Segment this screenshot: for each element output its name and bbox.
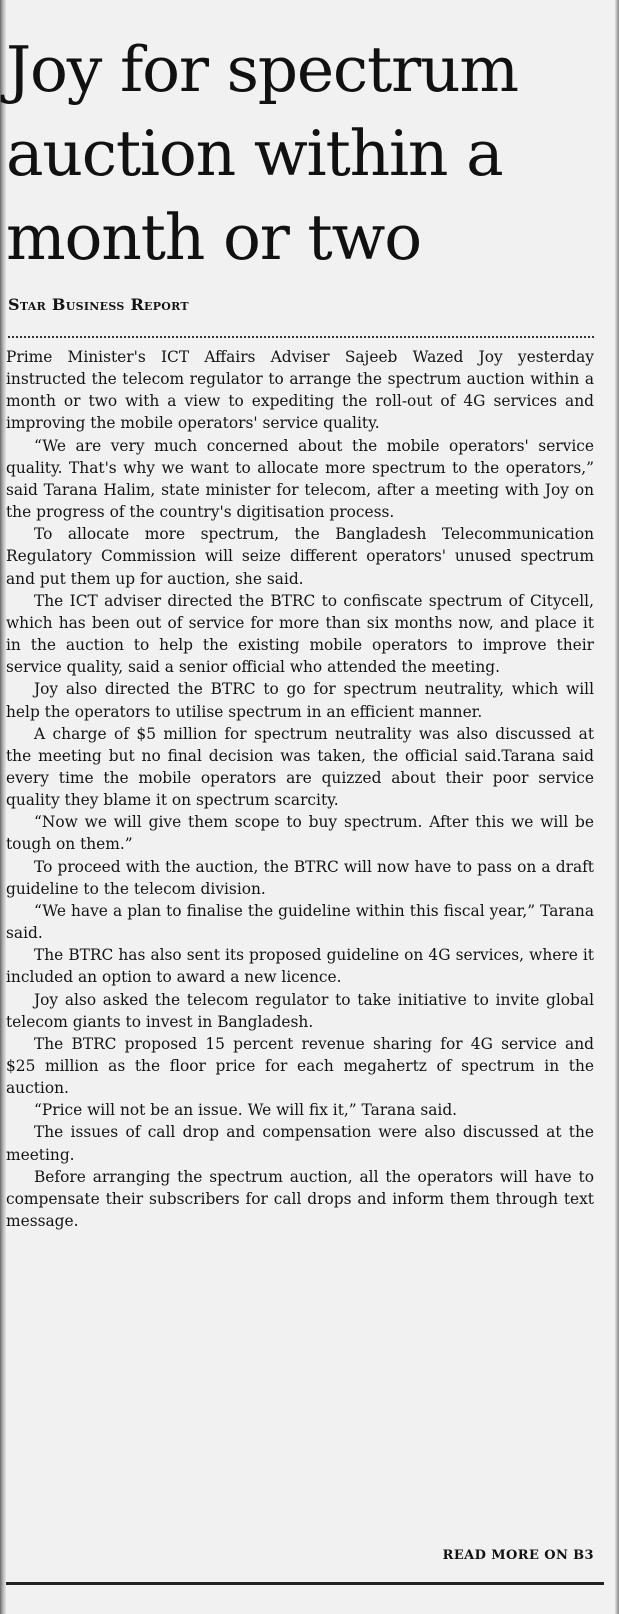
article-paragraph: To proceed with the auction, the BTRC will now have to pass on a draft guideline to the telecom division. <box>6 857 594 898</box>
article-paragraph: Joy also directed the BTRC to go for spectrum neutrality, which will help the operators to utilise spectrum in an efficient manner. <box>6 680 594 721</box>
article-paragraph: A charge of $5 million for spectrum neutrality was also discussed at the meeting but no final decision was taken, the official said.Tarana said every time the mobile operators are quizzed about their poor service quality they blame it on spectrum scarcity. <box>6 724 594 810</box>
article-paragraph: “We are very much concerned about the mobile operators' service quality. That's why we want to allocate more spectrum to the operators,” said Tarana Halim, state minister for telecom, after a meeting with Joy on the progress of the country's digitisation process. <box>6 436 594 522</box>
article-paragraph: Prime Minister's ICT Affairs Adviser Sajeeb Wazed Joy yesterday instructed the telecom regulator to arrange the spectrum auction within a month or two with a view to expediting the roll-out of 4G services and improving the mobile operators' service quality. <box>6 348 594 433</box>
headline-line-3: month or two <box>6 201 422 274</box>
headline-line-2: auction within a <box>6 117 503 190</box>
bottom-rule <box>6 1582 604 1585</box>
headline-line-1: Joy for spectrum <box>6 33 518 106</box>
article-paragraph: “Now we will give them scope to buy spectrum. After this we will be tough on them.” <box>6 813 594 854</box>
byline: Star Business Report <box>8 295 189 314</box>
article-body <box>6 346 594 1232</box>
article-paragraph: The ICT adviser directed the BTRC to confiscate spectrum of Citycell, which has been out of service for more than six months now, and place it in the auction to help the existing mobile operators to improve their service quality, said a senior official who attended the meeting. <box>6 591 594 677</box>
article-paragraph: Before arranging the spectrum auction, all the operators will have to compensate their subscribers for call drops and inform them through text message. <box>6 1167 594 1231</box>
article-paragraph: Joy also asked the telecom regulator to take initiative to invite global telecom giants to invest in Bangladesh. <box>6 990 594 1031</box>
article-paragraph: The BTRC has also sent its proposed guideline on 4G services, where it included an option to award a new licence. <box>6 946 594 987</box>
clipping-edge-shadow-right <box>615 0 619 1614</box>
article-paragraph: “We have a plan to finalise the guideline within this fiscal year,” Tarana said. <box>6 901 594 943</box>
newspaper-clipping <box>6 0 604 1614</box>
article-paragraph: The BTRC proposed 15 percent revenue sharing for 4G service and $25 million as the floor price for each megahertz of spectrum in the auction. <box>6 1034 594 1098</box>
dotted-divider <box>8 336 594 338</box>
article-paragraph: “Price will not be an issue. We will fix it,” Tarana said. <box>34 1101 458 1120</box>
article-paragraph: The issues of call drop and compensation were also discussed at the meeting. <box>6 1123 594 1164</box>
headline <box>6 28 604 280</box>
article-paragraph: To allocate more spectrum, the Bangladesh Telecommunication Regulatory Commission will seize different operators' unused spectrum and put them up for auction, she said. <box>6 525 594 588</box>
read-more-link[interactable]: READ MORE ON B3 <box>442 1548 594 1563</box>
